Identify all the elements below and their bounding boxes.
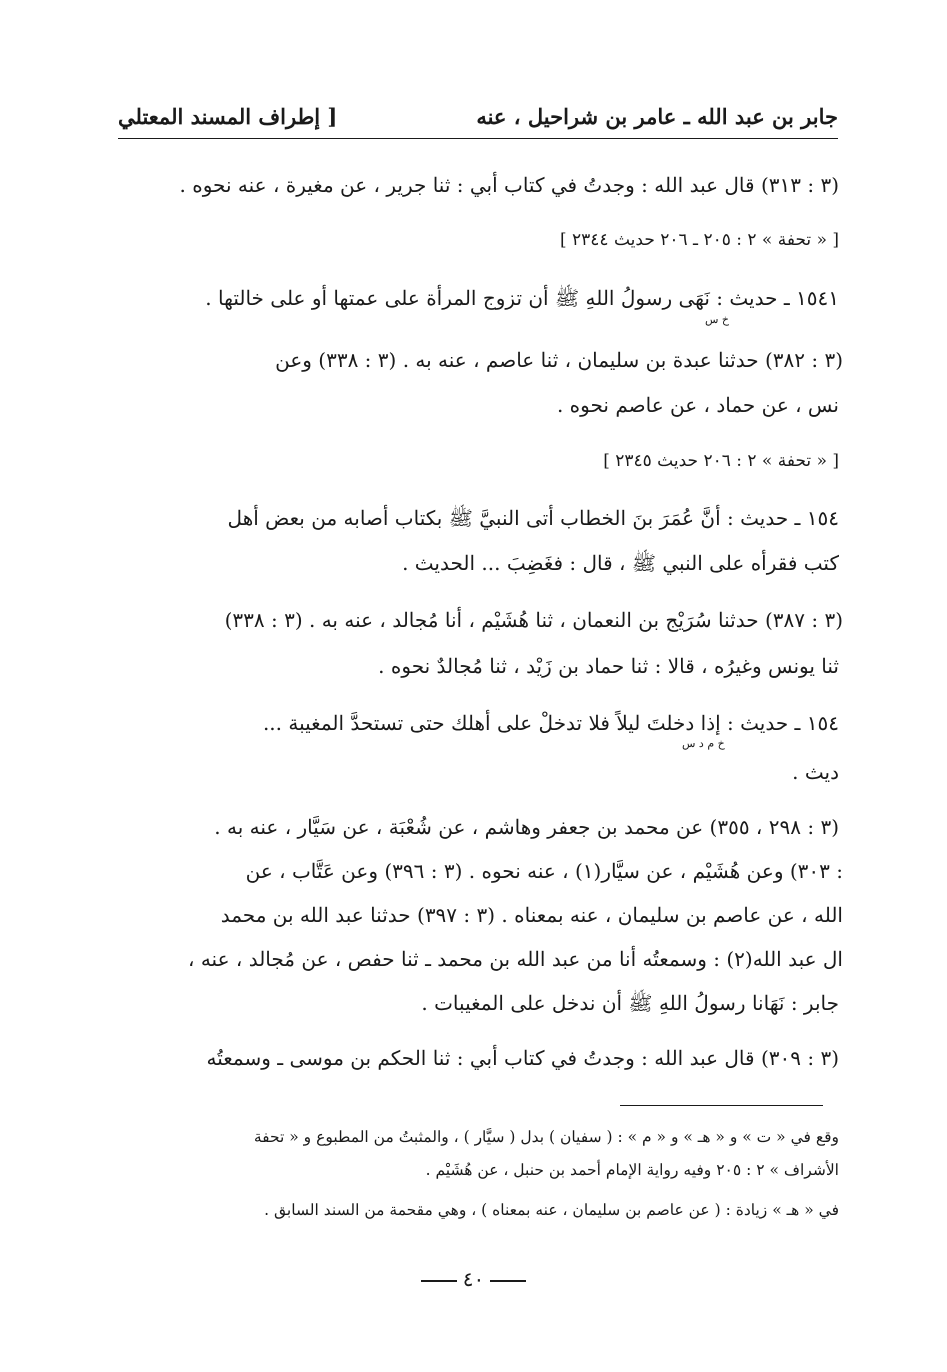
body-line-17: جابر : نَهَانا رسولُ اللهِ ﷺ أن ندخل على المغيبات . [421,991,839,1015]
body-line-1: (٣ : ٣١٣) قال عبد الله : وجدتُ في كتاب أبي : ثنا جرير ، عن مغيرة ، عنه نحوه . [179,173,839,197]
body-line-12: ديث . [792,760,839,784]
tuhfa-reference-2: [ « تحفة » ٢ : ٢٠٦ حديث ٢٣٤٥ ] [603,451,839,471]
footnote-2: في « هـ » زيادة : ( عن عاصم بن سليمان ، عنه بمعناه ) ، وهي مقحمة من السند السابق . [264,1201,839,1219]
header-rule [118,138,838,139]
body-line-4: (٣ : ٣٨٢) حدثنا عبدة بن سليمان ، ثنا عاصم ، عنه به . (٣ : ٣٣٨) وعن [275,348,843,372]
header-book-title: [ إطراف المسند المعتلي [118,104,338,129]
body-line-9: (٣ : ٣٨٧) حدثنا سُرَيْج بن النعمان ، ثنا هُشَيْم ، أنا مُجالد ، عنه به . (٣ : ٣٣٨) [224,608,843,632]
body-line-14: : ٣٠٣) وعن هُشَيْم ، عن سيَّار(١) ، عنه نحوه . (٣ : ٣٩٦) وعن عَتَّاب ، عن [245,859,843,883]
page-number [0,1267,947,1291]
hadith-sigla-154c: خ م د س [682,737,725,750]
footnote-1a: وقع في « ت » و « هـ » و « م » : ( سفيان ) بدل ( سيَّار ) ، والمثبتُ من المطبوع و « تحفة [253,1128,839,1146]
running-header [118,98,838,138]
page-number-dash-right [490,1280,526,1282]
hadith-sigla-1541: خ س [705,313,730,326]
body-line-10: ثنا يونس وغيرُه ، قالا : ثنا حماد بن زَيْد ، ثنا مُجالدٌ نحوه . [378,654,839,678]
body-line-18: (٣ : ٣٠٩) قال عبد الله : وجدتُ في كتاب أبي : ثنا الحكم بن موسى ـ وسمعتُه [206,1046,839,1070]
hadith-heading-154b: ١٥٤ ـ حديث : أنَّ عُمَرَ بنَ الخطاب أتى النبيَّ ﷺ بكتاب أصابه من بعض أهل [227,506,839,530]
body-line-15: الله ، عن عاصم بن سليمان ، عنه بمعناه . (٣ : ٣٩٧) حدثنا عبد الله بن محمد [220,903,843,927]
footnote-1b: الأشراف » ٢ : ٢٠٥ وفيه رواية الإمام أحمد بن حنبل ، عن هُشَيْم . [425,1161,839,1179]
body-line-13: (٣ : ٢٩٨ ، ٣٥٥) عن محمد بن جعفر وهاشم ، عن شُعْبَة ، عن سَيَّار ، عنه به . [214,815,839,839]
hadith-heading-1541: ١٥٤١ ـ حديث : نَهَى رسولُ اللهِ ﷺ أن تزوج المرأة على عمتها أو على خالتها . [205,286,839,310]
page-number-dash-left [421,1280,457,1282]
body-line-16: ال عبد الله(٢) : وسمعتُه أنا من عبد الله بن محمد ـ ثنا حفص ، عن مُجالد ، عنه ، [188,947,843,971]
page-number-value: ٤٠ [462,1267,485,1291]
footnote-rule [620,1105,823,1106]
hadith-heading-154c: ١٥٤ ـ حديث : إذا دخلتَ ليلاً فلا تدخلْ على أهلك حتى تستحدَّ المغيبة ... [262,711,839,735]
body-line-8: كتب فقرأه على النبي ﷺ ، قال : فغَضِبَ ... الحديث . [402,551,839,575]
body-line-5: نس ، عن حماد ، عن عاصم نحوه . [556,393,839,417]
tuhfa-reference-1: [ « تحفة » ٢ : ٢٠٥ ـ ٢٠٦ حديث ٢٣٤٤ ] [559,230,839,250]
header-title: جابر بن عبد الله ـ عامر بن شراحيل ، عنه [476,104,838,129]
